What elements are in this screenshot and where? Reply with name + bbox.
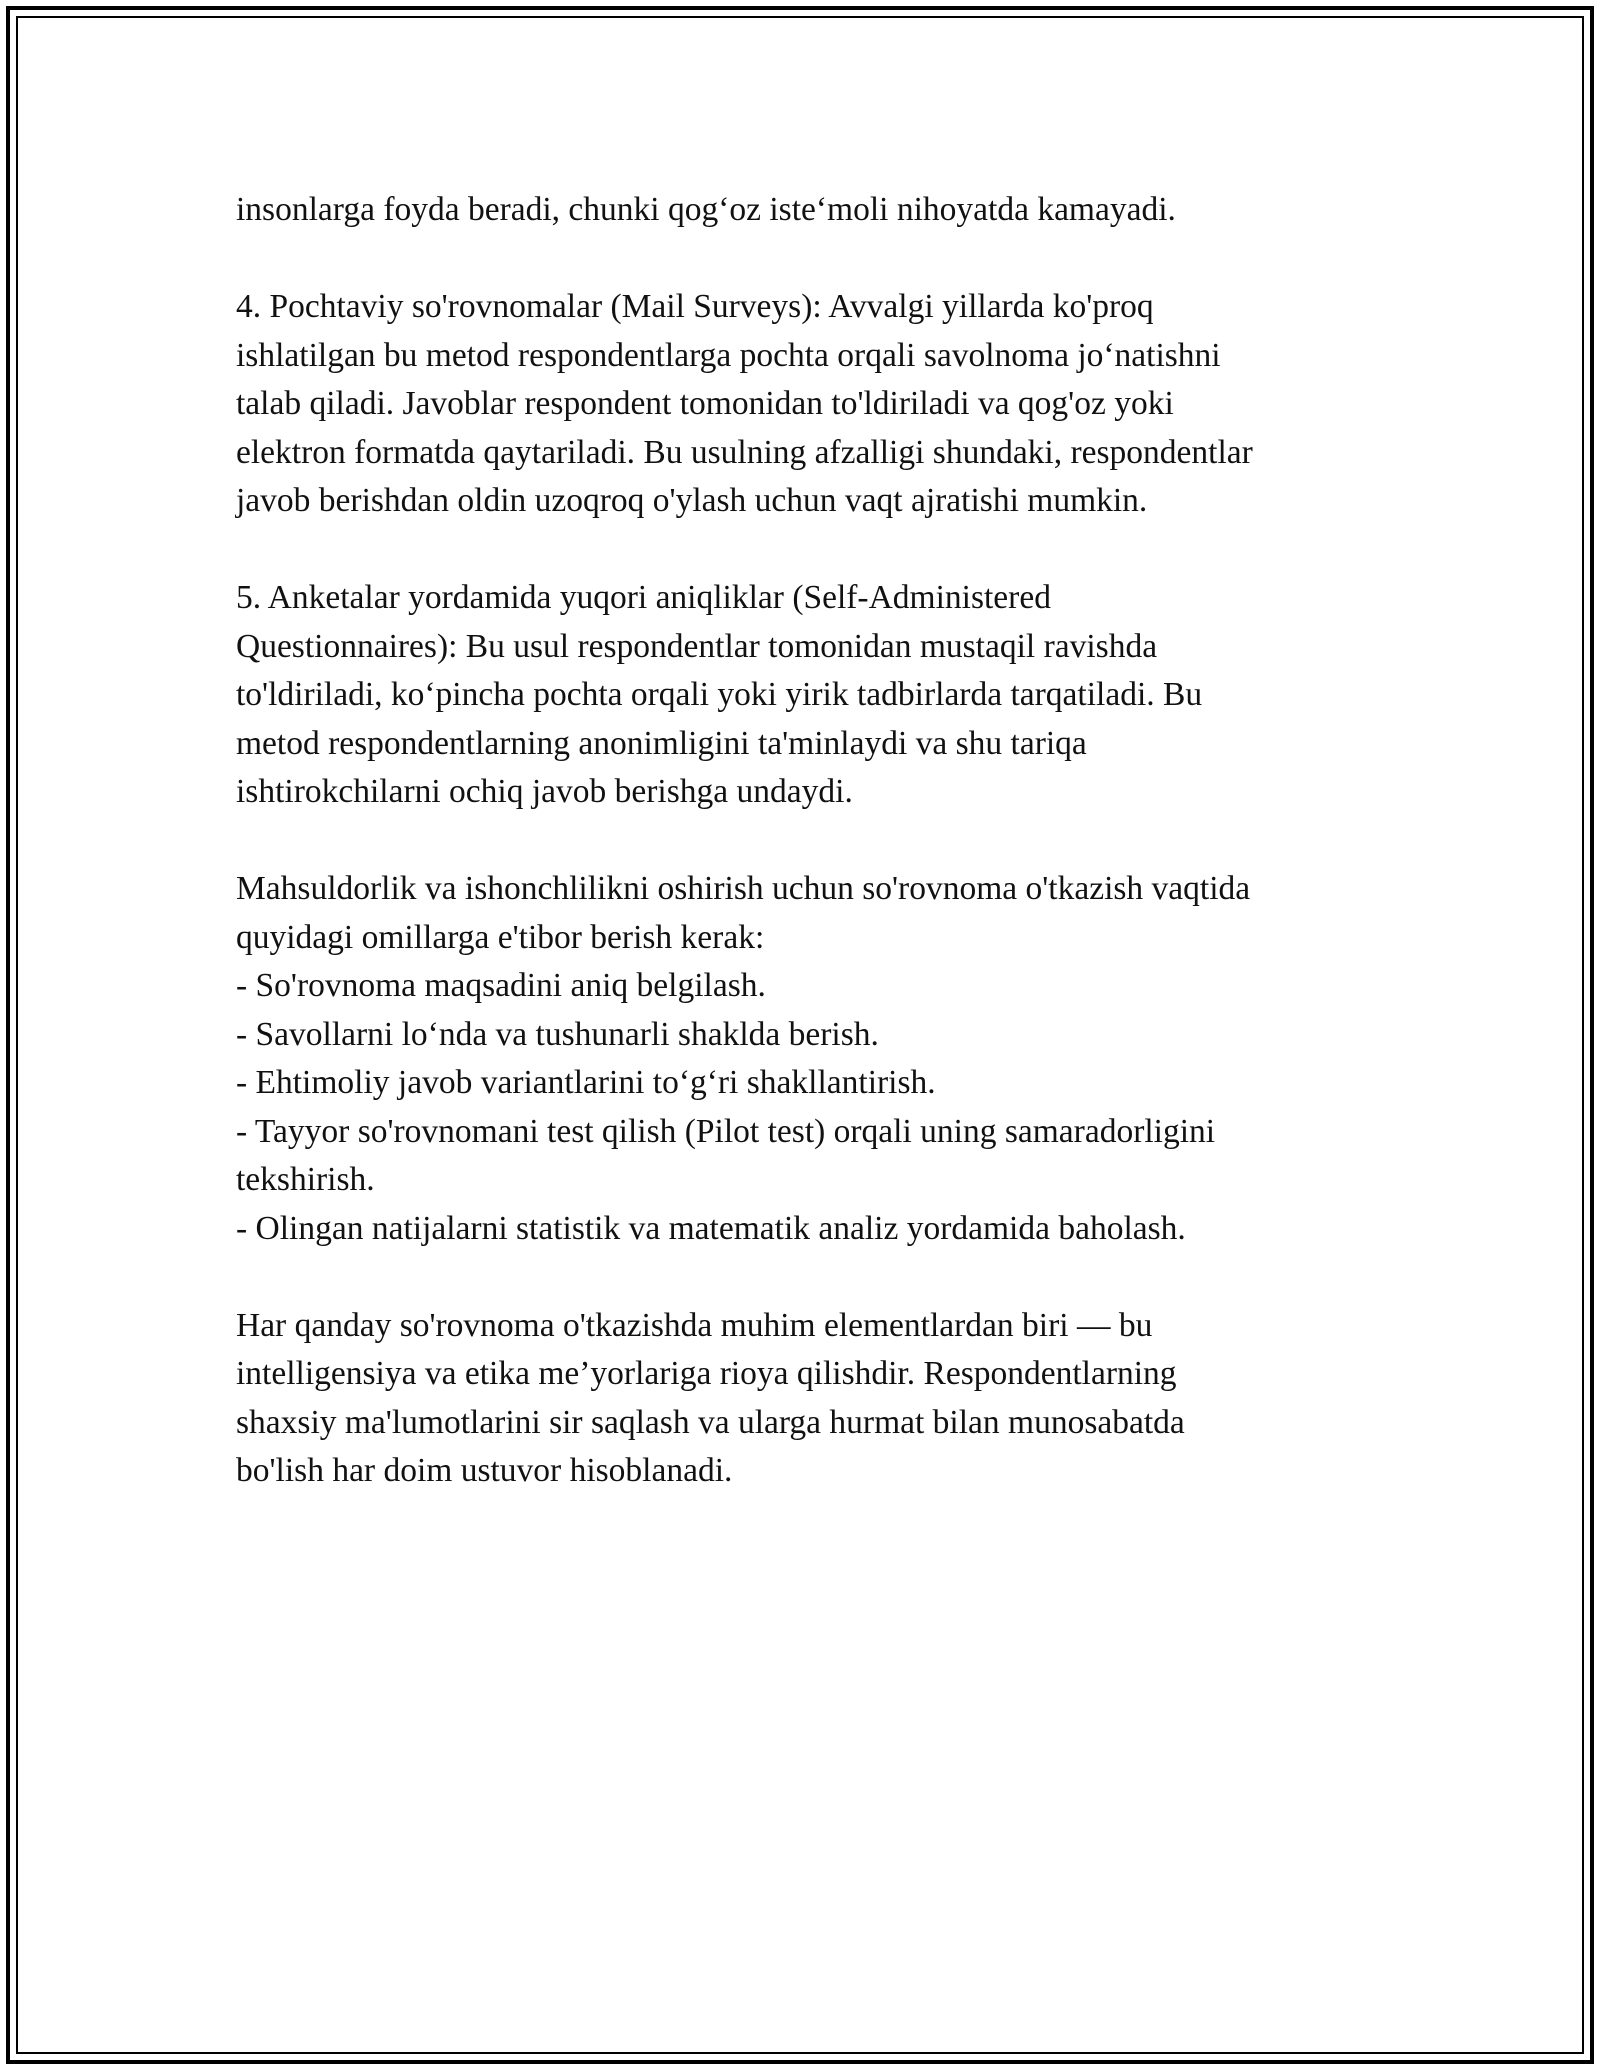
text-line: shaxsiy ma'lumotlarini sir saqlash va ularga hurmat bilan munosabatda — [236, 1403, 1185, 1441]
text-line: ishtirokchilarni ochiq javob berishga undaydi. — [236, 773, 853, 810]
text-line: bo'lish har doim ustuvor hisoblanadi. — [236, 1452, 733, 1489]
text-line: Har qanday so'rovnoma o'tkazishda muhim elementlardan biri — bu — [236, 1306, 1153, 1344]
document-body — [236, 186, 1366, 1496]
text-line: metod respondentlarning anonimligini ta'minlaydi va shu tariqa — [236, 724, 1087, 762]
list-item: - Tayyor so'rovnomani test qilish (Pilot test) orqali uning samaradorligini — [236, 1112, 1216, 1150]
text-line: 4. Pochtaviy so'rovnomalar (Mail Surveys): Avvalgi yillarda ko'proq — [236, 288, 1154, 325]
text-line: insonlarga foyda beradi, chunki qog‘oz iste‘moli nihoyatda kamayadi. — [236, 191, 1176, 228]
list-item-continuation: tekshirish. — [236, 1161, 375, 1198]
text-line: javob berishdan oldin uzoqroq o'ylash uchun vaqt ajratishi mumkin. — [236, 482, 1148, 519]
list-item: - Olingan natijalarni statistik va matematik analiz yordamida baholash. — [236, 1209, 1186, 1247]
text-line: intelligensiya va etika me’yorlariga rioya qilishdir. Respondentlarning — [236, 1355, 1177, 1392]
paragraph-factors — [236, 865, 1366, 1253]
text-line: elektron formatda qaytariladi. Bu usulning afzalligi shundaki, respondentlar — [236, 433, 1253, 471]
paragraph-gap — [236, 235, 1366, 284]
paragraph-gap — [236, 1253, 1366, 1302]
text-line: quyidagi omillarga e'tibor berish kerak: — [236, 918, 765, 956]
text-line: 5. Anketalar yordamida yuqori aniqliklar (Self-Administered — [236, 579, 1051, 616]
paragraph-mail-surveys — [236, 283, 1366, 526]
paragraph-gap — [236, 817, 1366, 866]
text-line: talab qiladi. Javoblar respondent tomonidan to'ldiriladi va qog'oz yoki — [236, 385, 1174, 422]
text-line: to'ldiriladi, ko‘pincha pochta orqali yoki yirik tadbirlarda tarqatiladi. Bu — [236, 676, 1203, 713]
text-line: Questionnaires): Bu usul respondentlar tomonidan mustaqil ravishda — [236, 627, 1158, 665]
list-item: - So'rovnoma maqsadini aniq belgilash. — [236, 967, 766, 1004]
text-line: Mahsuldorlik va ishonchlilikni oshirish uchun so'rovnoma o'tkazish vaqtida — [236, 870, 1251, 907]
list-item: - Ehtimoliy javob variantlarini to‘g‘ri shakllantirish. — [236, 1064, 936, 1101]
paragraph-gap — [236, 526, 1366, 575]
paragraph-intro — [236, 186, 1366, 235]
list-item: - Savollarni lo‘nda va tushunarli shaklda berish. — [236, 1015, 879, 1053]
paragraph-ethics — [236, 1302, 1366, 1496]
text-line: ishlatilgan bu metod respondentlarga pochta orqali savolnoma jo‘natishni — [236, 336, 1221, 374]
paragraph-self-administered — [236, 574, 1366, 817]
